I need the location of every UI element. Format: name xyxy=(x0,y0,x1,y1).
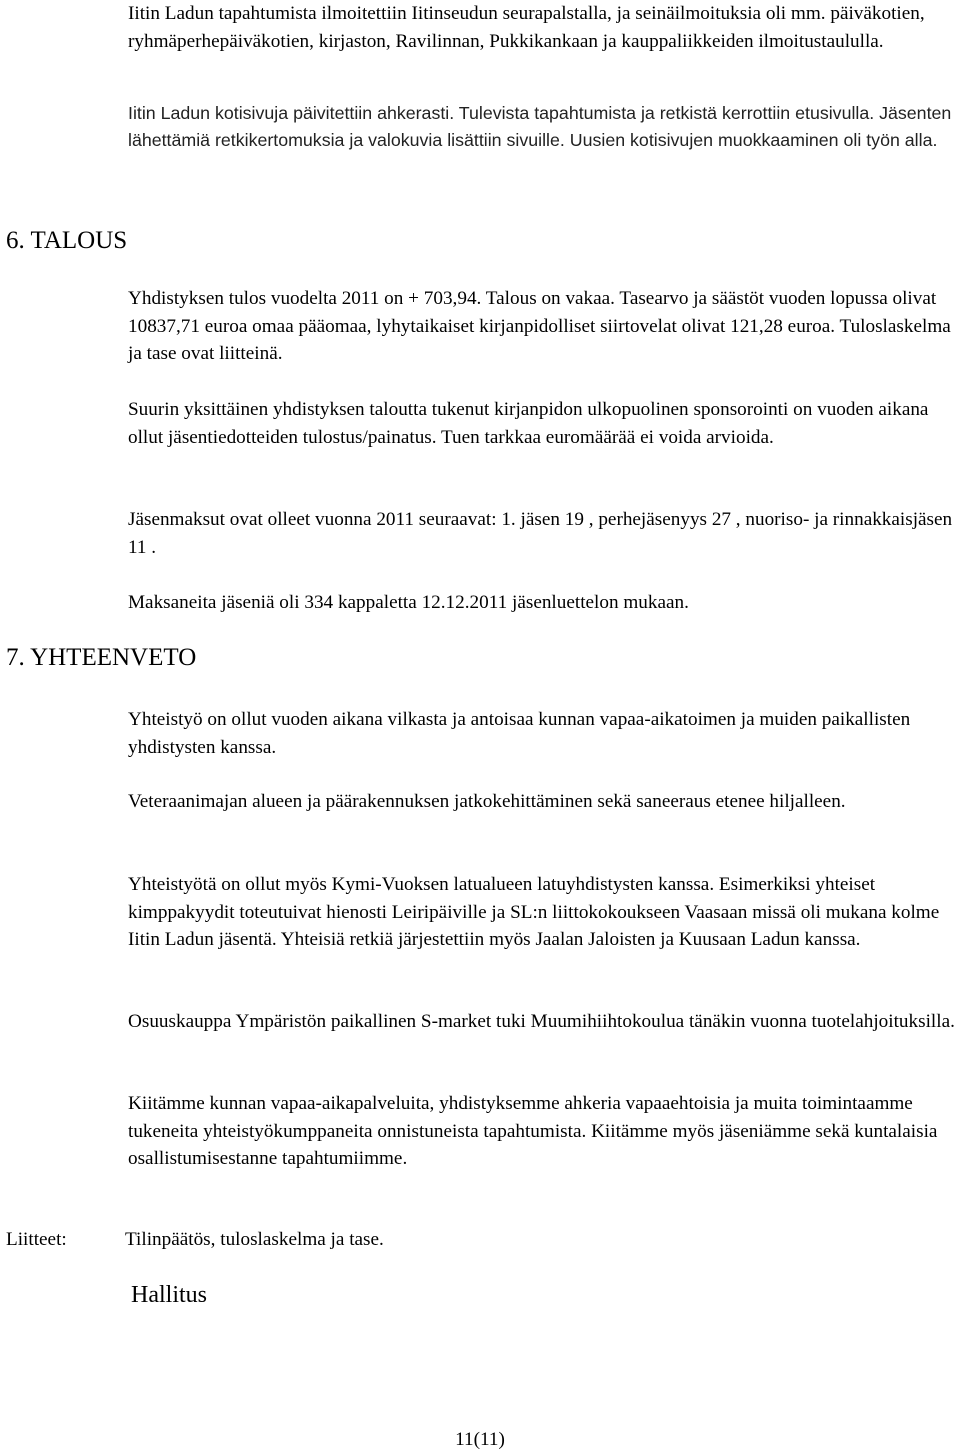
yhteenveto-paragraph-2: Veteraanimajan alueen ja päärakennuksen jatkokehittäminen sekä saneeraus etenee hiljalleen. xyxy=(128,791,846,812)
yhteenveto-paragraph-1: Yhteistyö on ollut vuoden aikana vilkasta ja antoisaa kunnan vapaa-aikatoimen ja muiden paikallisten yhdistysten kanssa. xyxy=(128,709,911,758)
talous-paragraph-4: Maksaneita jäseniä oli 334 kappaletta 12.12.2011 jäsenluettelon mukaan. xyxy=(128,592,689,613)
signature: Hallitus xyxy=(131,1282,207,1308)
talous-paragraph-1: Yhdistyksen tulos vuodelta 2011 on + 703,94. Talous on vakaa. Tasearvo ja säästöt vuoden lopussa olivat 10837,71 euroa omaa pääomaa, lyhytaikaiset kirjanpidolliset siirtovelat olivat 121,28 euroa. Tuloslaskelma ja tase ovat liitteinä. xyxy=(128,288,951,364)
talous-paragraph-2: Suurin yksittäinen yhdistyksen taloutta tukenut kirjanpidon ulkopuolinen sponsorointi on vuoden aikana ollut jäsentiedotteiden tulostus/painatus. Tuen tarkkaa euromäärää ei voida arvioida. xyxy=(128,399,929,448)
attachments-label: Liitteet: xyxy=(6,1229,67,1250)
yhteenveto-paragraph-5: Kiitämme kunnan vapaa-aikapalveluita, yhdistyksemme ahkeria vapaaehtoisia ja muita toimintaamme tukeneita yhteistyökumppaneita onnistuneista tapahtumista. Kiitämme myös jäseniämme sekä kuntalaisia osallistumisestanne tapahtumiimme. xyxy=(128,1093,938,1169)
yhteenveto-paragraph-4: Osuuskauppa Ympäristön paikallinen S-market tuki Muumihiihtokoulua tänäkin vuonna tuotelahjoituksilla. xyxy=(128,1011,955,1032)
section-heading-talous: 6. TALOUS xyxy=(6,227,128,254)
intro-paragraph-2: Iitin Ladun kotisivuja päivitettiin ahkerasti. Tulevista tapahtumista ja retkistä kerrottiin etusivulla. Jäsenten lähettämiä retkikertomuksia ja valokuvia lisättiin sivuille. Uusien kotisivujen muokkaaminen oli työn alla. xyxy=(128,103,952,150)
section-heading-yhteenveto: 7. YHTEENVETO xyxy=(6,644,197,671)
talous-paragraph-3: Jäsenmaksut ovat olleet vuonna 2011 seuraavat: 1. jäsen 19 , perhejäsenyys 27 , nuoriso- ja rinnakkaisjäsen 11 . xyxy=(128,509,953,558)
attachments-value: Tilinpäätös, tuloslaskelma ja tase. xyxy=(125,1229,384,1250)
page-number: 11(11) xyxy=(455,1429,505,1450)
yhteenveto-paragraph-3: Yhteistyötä on ollut myös Kymi-Vuoksen latualueen latuyhdistysten kanssa. Esimerkiksi yhteiset kimppakyydit toteutuivat hienosti Leiripäiville ja SL:n liittokokoukseen Vaasaan missä oli mukana kolme Iitin Ladun jäsentä. Yhteisiä retkiä järjestettiin myös Jaalan Jaloisten ja Kuusaan Ladun kanssa. xyxy=(128,874,940,950)
intro-paragraph-1: Iitin Ladun tapahtumista ilmoitettiin Iitinseudun seurapalstalla, ja seinäilmoituksia oli mm. päiväkotien, ryhmäperhepäiväkotien, kirjaston, Ravilinnan, Pukkikankaan ja kauppaliikkeiden ilmoitustaululla. xyxy=(128,3,925,52)
